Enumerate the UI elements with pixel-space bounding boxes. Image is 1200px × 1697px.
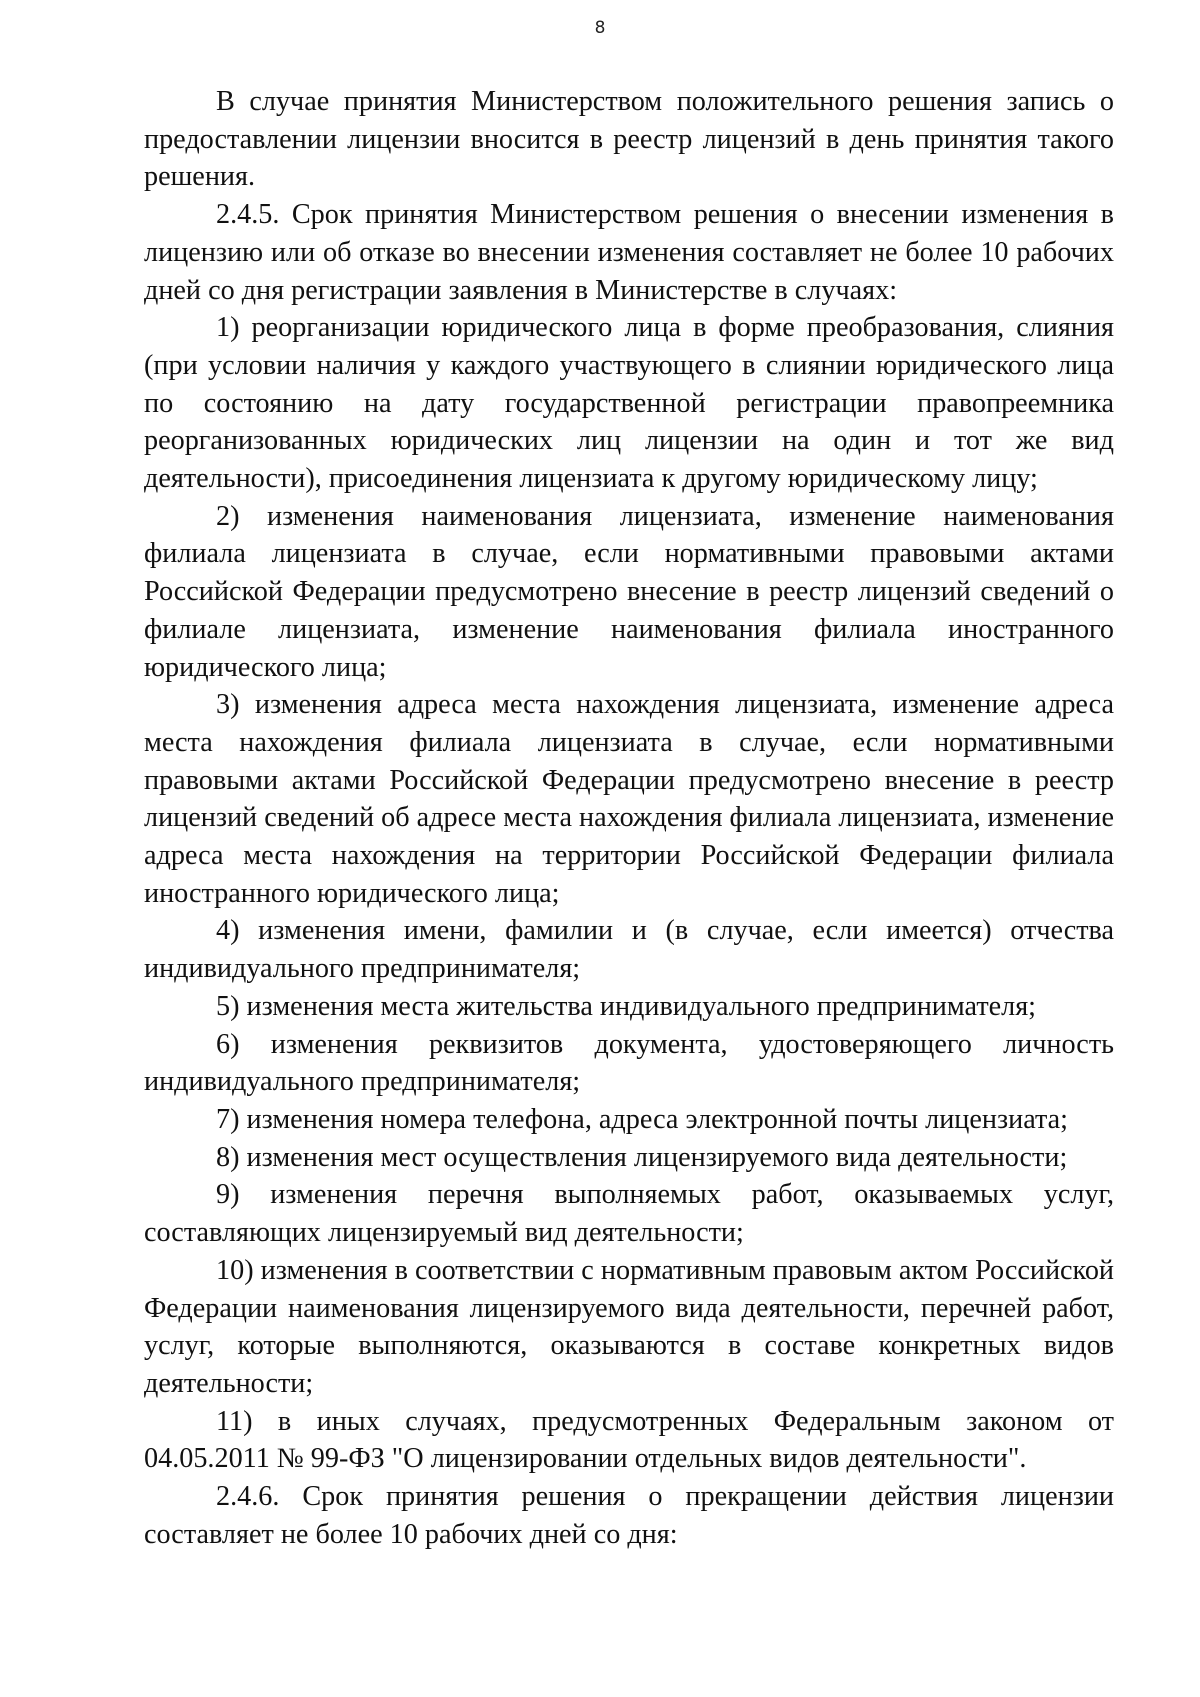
list-item: 8) изменения мест осуществления лицензируемого вида деятельности;	[216, 1141, 1068, 1173]
list-item: 7) изменения номера телефона, адреса электронной почты лицензиата;	[216, 1103, 1068, 1135]
list-item: 9) изменения перечня выполняемых работ, оказываемых услуг, составляющих лицензируемый вид деятельности;	[144, 1179, 1114, 1249]
list-item: 11) в иных случаях, предусмотренных Федеральным законом от 04.05.2011 № 99-ФЗ "О лицензировании отдельных видов деятельности".	[144, 1405, 1114, 1475]
list-item: 4) изменения имени, фамилии и (в случае, если имеется) отчества индивидуального предпринимателя;	[144, 915, 1114, 985]
list-item: 2) изменения наименования лицензиата, изменение наименования филиала лицензиата в случае, если нормативными правовыми актами Российской Федерации предусмотрено внесение в реестр лицензий сведений о филиале лицензиата, изменение наименования филиала иностранного юридического лица;	[144, 500, 1114, 683]
paragraph: 2.4.6. Срок принятия решения о прекращении действия лицензии составляет не более 10 рабочих дней со дня:	[144, 1481, 1114, 1550]
list-item: 1) реорганизации юридического лица в форме преобразования, слияния (при условии наличия у каждого участвующего в слиянии юридического лица по состоянию на дату государственной регистрации правопреемника реорганизованных юридических лиц лицензии на один и тот же вид деятельности), присоединения лицензиата к другому юридическому лицу;	[144, 312, 1114, 495]
list-item: 10) изменения в соответствии с нормативным правовым актом Российской Федерации наименования лицензируемого вида деятельности, перечней работ, услуг, которые выполняются, оказываются в составе конкретных видов деятельности;	[144, 1254, 1114, 1399]
paragraph: 2.4.5. Срок принятия Министерством решения о внесении изменения в лицензию или об отказе во внесении изменения составляет не более 10 рабочих дней со дня регистрации заявления в Министерстве в случаях:	[144, 199, 1114, 306]
list-item: 5) изменения места жительства индивидуального предпринимателя;	[216, 990, 1037, 1022]
list-item: 6) изменения реквизитов документа, удостоверяющего личность индивидуального предпринимателя;	[144, 1028, 1114, 1098]
paragraph: В случае принятия Министерством положительного решения запись о предоставлении лицензии вносится в реестр лицензий в день принятия такого решения.	[144, 86, 1114, 193]
list-item: 3) изменения адреса места нахождения лицензиата, изменение адреса места нахождения филиала лицензиата в случае, если нормативными правовыми актами Российской Федерации предусмотрено внесение в реестр лицензий сведений об адресе места нахождения филиала лицензиата, изменение адреса места нахождения на территории Российской Федерации филиала иностранного юридического лица;	[144, 689, 1114, 909]
document-body	[144, 83, 1114, 1553]
page-number: 8	[594, 18, 606, 38]
